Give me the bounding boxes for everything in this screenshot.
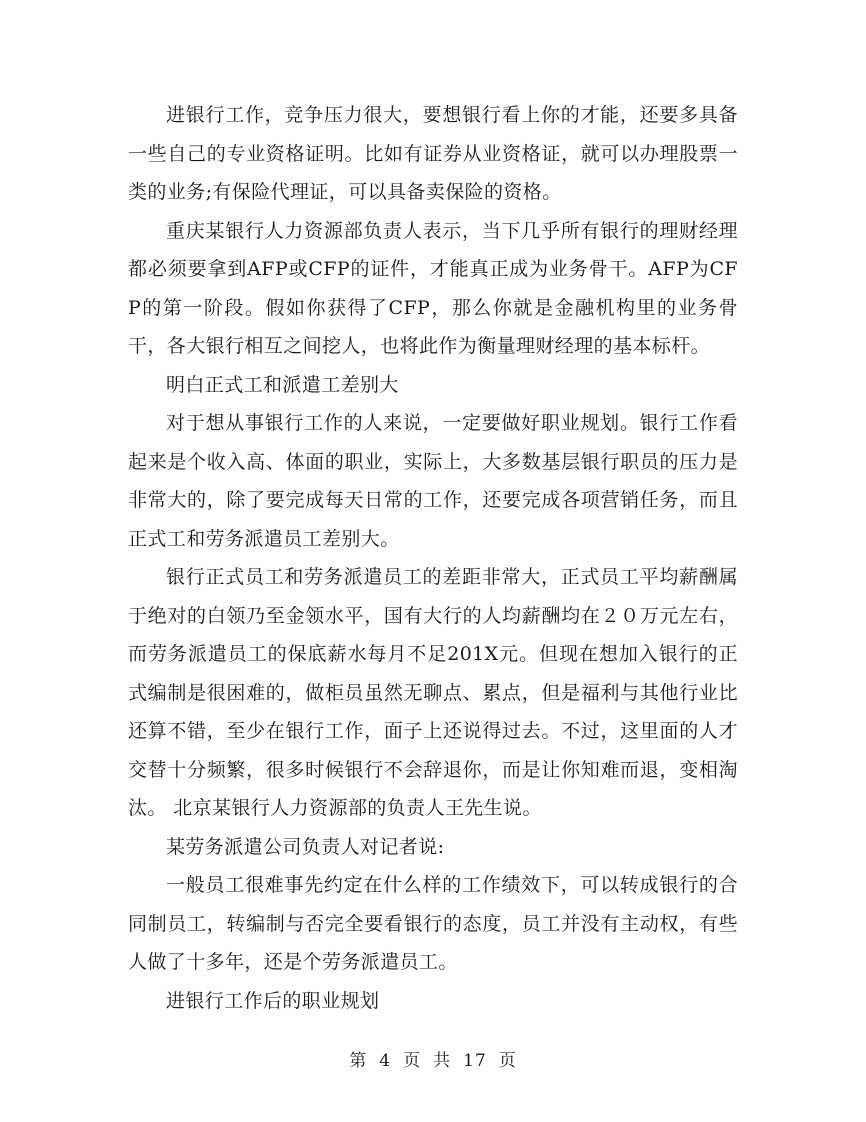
paragraph-6: 一般员工很难事先约定在什么样的工作绩效下，可以转成银行的合同制员工，转编制与否完全要看银行的态度，员工并没有主动权，有些人做了十多年，还是个劳务派遣员工。: [128, 874, 738, 973]
footer-page-word: 页: [403, 1051, 422, 1071]
section-heading-career-planning: 进银行工作后的职业规划: [166, 989, 380, 1012]
paragraph-1: 进银行工作，竞争压力很大，要想银行看上你的才能，还要多具备一些自己的专业资格证明。比如有证券从业资格证，就可以办理股票一类的业务;有保险代理证，可以具备卖保险的资格。: [128, 104, 738, 203]
footer-suffix: 页: [498, 1051, 517, 1071]
footer-prefix: 第: [349, 1051, 368, 1071]
footer-page-number: 4: [379, 1051, 392, 1071]
footer-total-pages: 17: [463, 1051, 487, 1071]
paragraph-4: 银行正式员工和劳务派遣员工的差距非常大，正式员工平均薪酬属于绝对的白领乃至金领水平，国有大行的人均薪酬均在２０万元左右，而劳务派遣员工的保底薪水每月不足201X元。但现在想加入银行的正式编制是很困难的，做柜员虽然无聊点、累点，但是福利与其他行业比还算不错，至少在银行工作，面子上还说得过去。不过，这里面的人才交替十分频繁，很多时候银行不会辞退你，而是让你知难而退，变相淘汰。 北京某银行人力资源部的负责人王先生说。: [128, 566, 738, 819]
footer-total-word: 共: [433, 1051, 452, 1071]
paragraph-3: 对于想从事银行工作的人来说，一定要做好职业规划。银行工作看起来是个收入高、体面的职业，实际上，大多数基层银行职员的压力是非常大的，除了要完成每天日常的工作，还要完成各项营销任务，而且正式工和劳务派遣员工差别大。: [128, 412, 738, 550]
page-footer: [0, 1046, 866, 1071]
paragraph-2: 重庆某银行人力资源部负责人表示，当下几乎所有银行的理财经理都必须要拿到AFP或CFP的证件，才能真正成为业务骨干。AFP为CFP的第一阶段。假如你获得了CFP，那么你就是金融机构里的业务骨干，各大银行相互之间挖人，也将此作为衡量理财经理的基本标杆。: [128, 219, 738, 357]
paragraph-5: 某劳务派遣公司负责人对记者说:: [166, 835, 445, 858]
section-heading-employment-difference: 明白正式工和派遣工差别大: [166, 373, 399, 396]
document-body: [128, 96, 738, 1020]
